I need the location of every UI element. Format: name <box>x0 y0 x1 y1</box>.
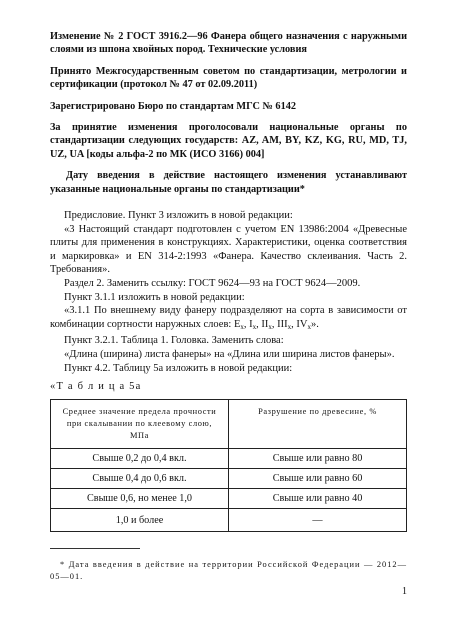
cell-failure: — <box>229 509 407 532</box>
header-wood-failure: Разрушение по древесине, % <box>229 400 407 449</box>
grade-e-sub: х <box>240 322 244 331</box>
cell-failure: Свыше или равно 80 <box>229 449 407 469</box>
table-row <box>51 489 407 509</box>
paragraph-item-311: Пункт 3.1.1 изложить в новой редакции: <box>64 291 245 303</box>
cell-strength: 1,0 и более <box>51 509 229 532</box>
grades-text: «3.1.1 По внешнему виду фанеру подразделяют на сорта в зависимости от комбинации сортности наружных слоев: Е <box>50 305 407 330</box>
grade-iv: IV <box>296 318 308 330</box>
grade-ii: II <box>261 318 269 330</box>
registered-note: Зарегистрировано Бюро по стандартам МГС № 6142 <box>50 100 297 112</box>
paragraph-preface: Предисловие. Пункт 3 изложить в новой редакции: <box>64 210 293 222</box>
table-header-row <box>51 400 407 449</box>
table-row <box>51 469 407 489</box>
header-shear-strength: Среднее значение предела прочности при скалывании по клеевому слою, МПа <box>51 400 229 449</box>
footnote: * Дата введения в действие на территории Российской Федерации — 2012—05—01. <box>50 560 407 582</box>
page-number: 1 <box>402 586 407 597</box>
cell-strength: Свыше 0,6, но менее 1,0 <box>51 489 229 509</box>
cell-failure: Свыше или равно 40 <box>229 489 407 509</box>
grade-iii-sub: х <box>287 322 292 331</box>
grade-iv-sub: х <box>307 322 311 331</box>
voted-note: За принятие изменения проголосовали национальные органы по стандартизации следующих государств: AZ, AM, BY, KZ, KG, RU, MD, TJ, UZ, UA [коды альфа-2 по МК (ИСО 3166) 004] <box>50 122 407 160</box>
table-row <box>51 449 407 469</box>
paragraph-item-42: Пункт 4.2. Таблицу 5а изложить в новой редакции: <box>64 362 293 374</box>
cell-strength: Свыше 0,2 до 0,4 вкл. <box>51 449 229 469</box>
paragraph-section-2: Раздел 2. Заменить ссылку: ГОСТ 9624—93 на ГОСТ 9624—2009. <box>64 278 361 290</box>
paragraph-item-321: Пункт 3.2.1. Таблица 1. Головка. Заменить слова: <box>64 335 284 347</box>
grade-i: I <box>249 318 253 330</box>
grade-ii-sub: х <box>268 322 272 331</box>
table-row <box>51 509 407 532</box>
footnote-divider <box>50 548 140 549</box>
accepted-note: Принято Межгосударственным советом по стандартизации, метрологии и сертификации (протокол № 47 от 02.09.2011) <box>50 65 407 91</box>
table-caption: «Т а б л и ц а 5а <box>50 381 142 393</box>
grade-i-sub: х <box>252 322 257 331</box>
paragraph-standard-basis: «3 Настоящий стандарт подготовлен с учетом EN 13986:2004 «Древесные плиты для применения в конструкциях. Характеристики, оценка соответствия и маркировка» и EN 314-2:1993 «Фанера. Качество склеивания. Часть 2. Требования». <box>50 223 407 276</box>
cell-strength: Свыше 0,4 до 0,6 вкл. <box>51 469 229 489</box>
amendment-title: Изменение № 2 ГОСТ 3916.2—96 Фанера общего назначения с наружными слоями из шпона хвойных пород. Технические условия <box>50 31 407 56</box>
paragraph-replace-words: «Длина (ширина) листа фанеры» на «Длина или ширина листов фанеры». <box>64 349 395 360</box>
grade-iii: III <box>277 318 288 330</box>
effective-date-note: Дату введения в действие настоящего изменения устанавливают указанные национальные органы по стандартизации* <box>50 170 407 195</box>
table-5a <box>50 399 407 532</box>
cell-failure: Свыше или равно 60 <box>229 469 407 489</box>
paragraph-grades: «3.1.1 По внешнему виду фанеру подразделяют на сорта в зависимости от комбинации сортности наружных слоев: $Е_х$, $I_х$, $II_х$, $III_х$, $IV_х$». <box>50 305 407 331</box>
